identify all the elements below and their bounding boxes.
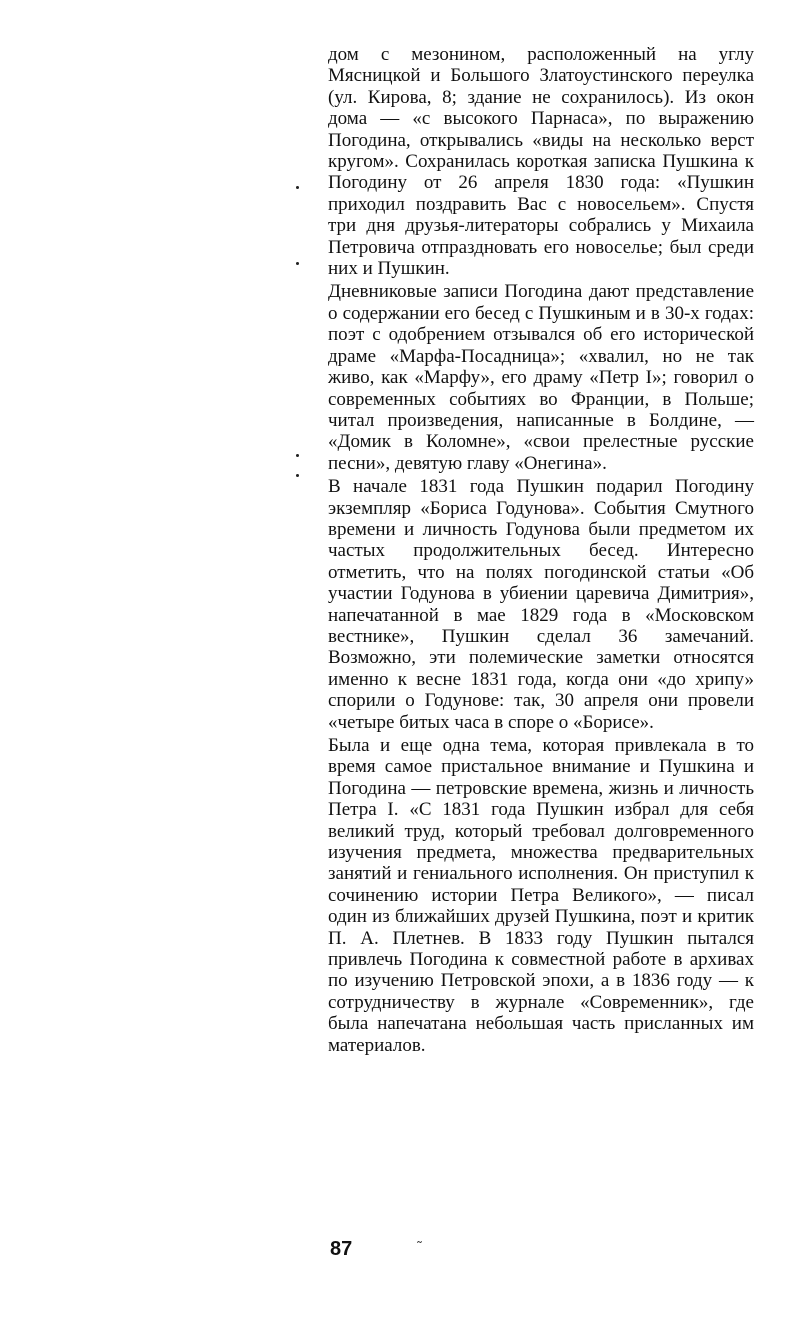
paragraph-3: В начале 1831 года Пушкин подарил Погодину экземпляр «Бориса Годунова». События Смутного времени и личность Годунова были предметом их частых продолжительных бесед. Интересно отметить, что на полях погодинской статьи «Об участии Годунова в убиении царевича Димитрия», напечатанной в мае 1829 года в «Московском вестнике», Пушкин сделал 36 замечаний. Возможно, эти полемические заметки относятся именно к весне 1831 года, когда они «до хрипу» спорили о Годунове: так, 30 апреля они провели «четыре битых часа в споре о «Борисе». (328, 476, 754, 733)
margin-speck (296, 186, 299, 189)
paragraph-1: дом с мезонином, расположенный на углу Мясницкой и Большого Златоустинского переулка (ул. Кирова, 8; здание не сохранилось). Из окон дома — «с высокого Парнаса», по выражению Погодина, открывались «виды на несколько верст кругом». Сохранилась короткая записка Пушкина к Погодину от 26 апреля 1830 года: «Пушкин приходил поздравить Вас с новосельем». Спустя три дня друзья-литераторы собрались у Михаила Петровича отпраздновать его новоселье; был среди них и Пушкин. (328, 44, 754, 280)
paragraph-4: Была и еще одна тема, которая привлекала в то время самое пристальное внимание и Пушкина и Погодина — петровские времена, жизнь и личность Петра I. «С 1831 года Пушкин избрал для себя великий труд, который требовал долговременного изучения предмета, множества предварительных занятий и гениального исполнения. Он приступил к сочинению истории Петра Великого», — писал один из ближайших друзей Пушкина, поэт и критик П. А. Плетнев. В 1833 году Пушкин пытался привлечь Погодина к совместной работе в архивах по изучению Петровской эпохи, а в 1836 году — к сотрудничеству в журнале «Современник», где была напечатана небольшая часть присланных им материалов. (328, 735, 754, 1056)
stray-mark: ˜ (416, 1240, 423, 1256)
text-column (328, 44, 754, 1056)
margin-speck (296, 262, 299, 265)
margin-speck (296, 454, 299, 457)
paragraph-2: Дневниковые записи Погодина дают представление о содержании его бесед с Пушкиным и в 30-х годах: поэт с одобрением отзывался об его исторической драме «Марфа-Посадница»; «хвалил, но не так живо, как «Марфу», его драму «Петр I»; говорил о современных событиях во Франции, в Польше; читал произведения, написанные в Болдине, — «Домик в Коломне», «свои прелестные русские песни», девятую главу «Онегина». (328, 281, 754, 474)
margin-speck (296, 474, 299, 477)
page-number: 87 (330, 1238, 353, 1260)
